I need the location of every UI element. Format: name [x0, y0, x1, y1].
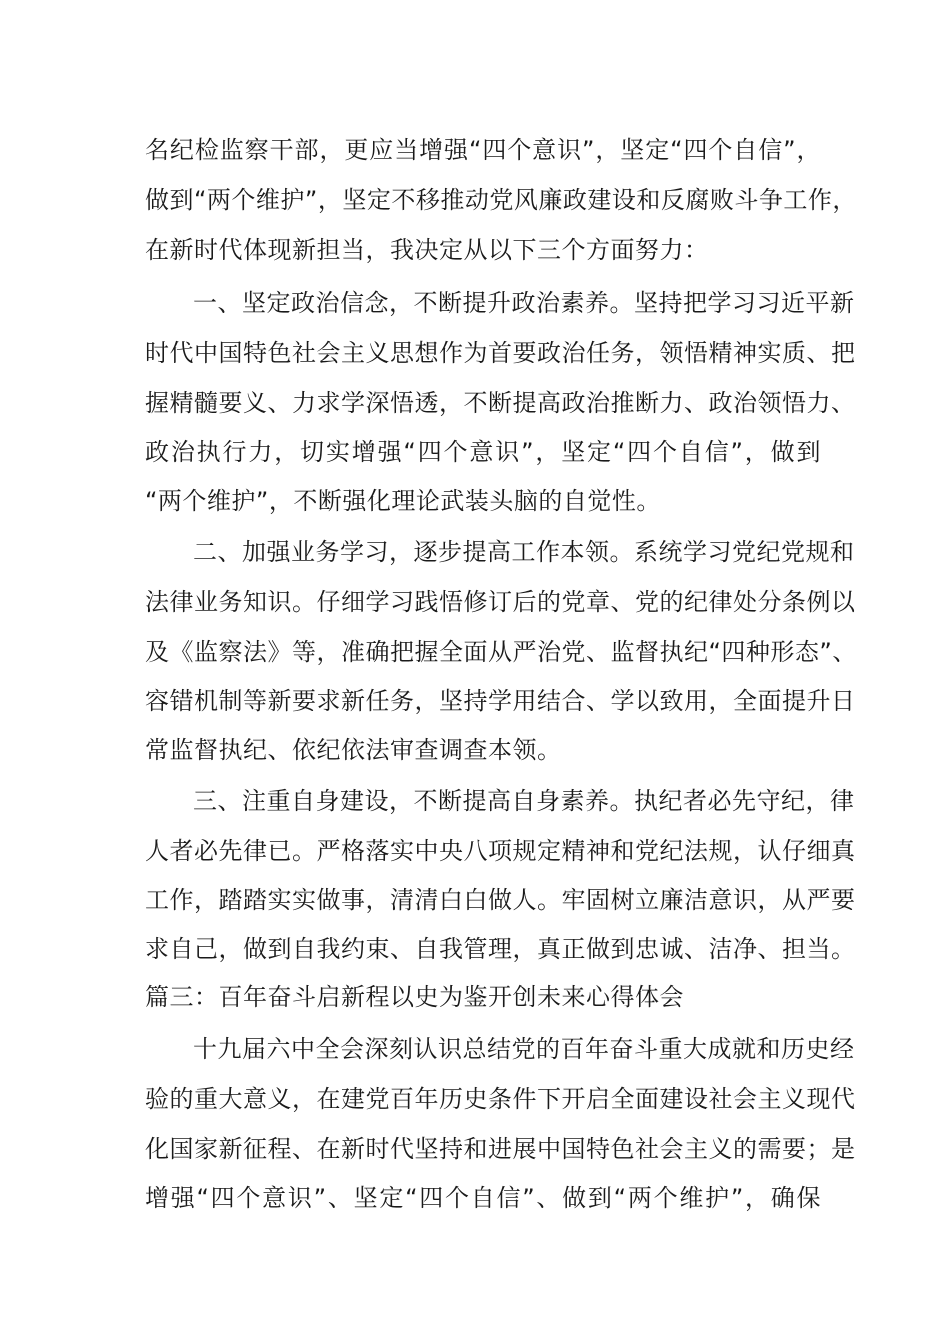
paragraph-start-line: 三、注重自身建设，不断提高自身素养。执纪者必先守纪，律 — [193, 787, 855, 815]
text-line: 法律业务知识。仔细学习践悟修订后的党章、党的纪律处分条例以 — [145, 588, 856, 616]
text-line: 验的重大意义，在建党百年历史条件下开启全面建设社会主义现代 — [145, 1085, 856, 1113]
text-line: 容错机制等新要求新任务，坚持学用结合、学以致用，全面提升日 — [145, 687, 856, 715]
text-line: 时代中国特色社会主义思想作为首要政治任务，领悟精神实质、把 — [145, 339, 856, 367]
paragraph-start-line: 十九届六中全会深刻认识总结党的百年奋斗重大成就和历史经 — [193, 1035, 855, 1063]
text-line: 及《监察法》等，准确把握全面从严治党、监督执纪“四种形态”、 — [145, 638, 857, 666]
text-line: 做到“两个维护”，坚定不移推动党风廉政建设和反腐败斗争工作， — [145, 186, 857, 214]
text-line: 增强“四个意识”、坚定“四个自信”、做到“两个维护”，确保 — [145, 1184, 821, 1212]
text-line: 工作，踏踏实实做事，清清白白做人。牢固树立廉洁意识，从严要 — [145, 886, 856, 914]
text-line: 化国家新征程、在新时代坚持和进展中国特色社会主义的需要；是 — [145, 1135, 856, 1163]
text-line: 人者必先律已。严格落实中央八项规定精神和党纪法规，认仔细真 — [145, 837, 856, 865]
text-line: 名纪检监察干部，更应当增强“四个意识”，坚定“四个自信”， — [145, 136, 821, 164]
text-line: 政治执行力，切实增强“四个意识”，坚定“四个自信”，做到 — [145, 438, 821, 466]
text-line: 求自己，做到自我约束、自我管理，真正做到忠诚、洁净、担当。 — [145, 935, 856, 963]
section-heading: 篇三：百年奋斗启新程以史为鉴开创未来心得体会 — [145, 983, 684, 1011]
paragraph-start-line: 二、加强业务学习，逐步提高工作本领。系统学习党纪党规和 — [193, 538, 855, 566]
text-line: “两个维护”，不断强化理论武装头脑的自觉性。 — [145, 487, 661, 515]
text-line: 握精髓要义、力求学深悟透，不断提高政治推断力、政治领悟力、 — [145, 389, 856, 417]
paragraph-start-line: 一、坚定政治信念，不断提升政治素养。坚持把学习习近平新 — [193, 289, 855, 317]
text-line: 常监督执纪、依纪依法审查调查本领。 — [145, 736, 562, 764]
text-line: 在新时代体现新担当，我决定从以下三个方面努力： — [145, 236, 709, 264]
